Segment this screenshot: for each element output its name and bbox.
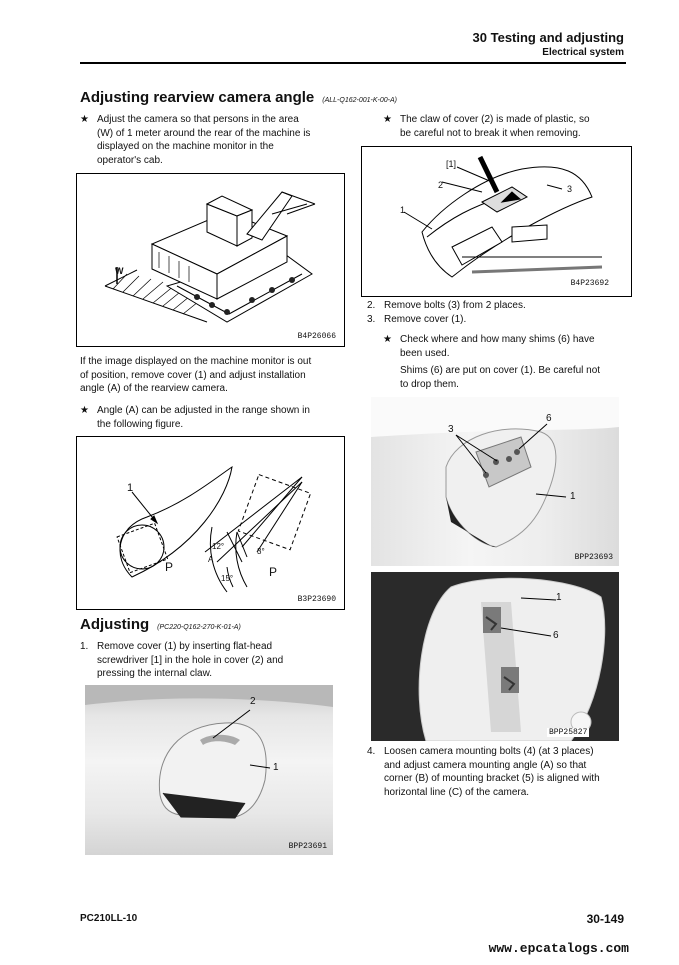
w-label: W bbox=[115, 266, 124, 276]
text-line: angle (A) of the rearview camera. bbox=[80, 383, 228, 394]
note-angle-range bbox=[80, 404, 345, 431]
step-number: 1. bbox=[80, 641, 89, 652]
paragraph-out-of-position bbox=[80, 355, 345, 396]
section-code: (ALL-Q162-001-K-00-A) bbox=[322, 97, 397, 104]
note-shims-drop bbox=[400, 364, 633, 391]
label-1: 1 bbox=[570, 491, 576, 502]
text-line: of position, remove cover (1) and adjust installation bbox=[80, 369, 306, 381]
step-text: Remove bolts (3) from 2 places. bbox=[384, 300, 526, 311]
text-line: Remove cover (1) by inserting flat-head bbox=[97, 641, 273, 652]
section-title-text: Adjusting rearview camera angle bbox=[80, 89, 315, 106]
chapter-subtitle: Electrical system bbox=[542, 47, 624, 58]
text-line: been used. bbox=[400, 347, 450, 359]
text-line: If the image displayed on the machine monitor is out bbox=[80, 356, 312, 367]
step-4 bbox=[367, 745, 629, 799]
text-line: the following figure. bbox=[97, 418, 184, 430]
text-line: Check where and how many shims (6) have bbox=[400, 334, 595, 345]
label-2: 2 bbox=[438, 180, 444, 190]
step-number: 3. bbox=[367, 314, 376, 325]
label-1: 1 bbox=[400, 205, 406, 215]
text-line: pressing the internal claw. bbox=[97, 668, 213, 679]
figure-cover-claw bbox=[361, 146, 632, 297]
photo-cover-removal bbox=[85, 685, 333, 855]
label-p-left: P bbox=[165, 560, 174, 574]
step-1 bbox=[80, 640, 345, 681]
text-line: operator's cab. bbox=[97, 154, 163, 166]
figure-code: B4P23692 bbox=[570, 279, 609, 288]
text-line: Shims (6) are put on cover (1). Be careful not bbox=[400, 365, 601, 376]
cover-claw-drawing bbox=[362, 147, 631, 296]
step-2 bbox=[367, 299, 627, 313]
text-line: The claw of cover (2) is made of plastic, so bbox=[400, 114, 590, 125]
figure-code: B3P23690 bbox=[297, 595, 336, 604]
note-claw-plastic bbox=[383, 113, 633, 140]
underside-photo-drawing bbox=[371, 572, 619, 741]
text-line: to drop them. bbox=[400, 378, 459, 390]
page-number: 30-149 bbox=[586, 912, 624, 926]
figure-code: BPP25827 bbox=[549, 728, 588, 737]
subsection-code: (PC220-Q162-270-K-01-A) bbox=[157, 624, 241, 631]
text-line: displayed on the machine monitor in the bbox=[97, 141, 274, 152]
bolts-photo-drawing bbox=[371, 397, 619, 566]
chapter-title: 30 Testing and adjusting bbox=[472, 30, 624, 45]
figure-angle-diagram bbox=[76, 436, 345, 610]
star-icon: ★ bbox=[383, 114, 392, 125]
excavator-drawing bbox=[77, 174, 344, 346]
text-line: horizontal line (C) of the camera. bbox=[384, 786, 530, 798]
cover-photo-drawing bbox=[85, 685, 333, 855]
label-a: A bbox=[208, 555, 214, 564]
label-1: 1 bbox=[273, 762, 279, 773]
angle-drawing bbox=[77, 437, 344, 609]
text-line: Angle (A) can be adjusted in the range shown in bbox=[97, 405, 310, 416]
label-3-deg: 3° bbox=[257, 547, 265, 556]
label-2: 2 bbox=[250, 696, 256, 707]
figure-excavator bbox=[76, 173, 345, 347]
text-line: corner (B) of mounting bracket (5) is aligned with bbox=[384, 773, 600, 784]
label-p-right: P bbox=[269, 565, 278, 579]
model-number: PC210LL-10 bbox=[80, 913, 138, 924]
label-6: 6 bbox=[546, 413, 552, 424]
star-icon: ★ bbox=[80, 405, 89, 416]
text-line: screwdriver [1] in the hole in cover (2) and bbox=[97, 654, 284, 666]
text-line: Adjust the camera so that persons in the area bbox=[97, 114, 299, 125]
figure-code: BPP23693 bbox=[574, 553, 613, 562]
step-text: Remove cover (1). bbox=[384, 314, 467, 325]
photo-cover-bolts bbox=[371, 397, 619, 566]
star-icon: ★ bbox=[383, 334, 392, 345]
figure-code: B4P26066 bbox=[297, 332, 336, 341]
label-bracket-1: [1] bbox=[446, 159, 457, 169]
text-line: (W) of 1 meter around the rear of the machine is bbox=[97, 127, 311, 139]
label-3: 3 bbox=[448, 424, 454, 435]
label-6: 6 bbox=[553, 630, 559, 641]
label-12-deg: 12° bbox=[212, 542, 225, 551]
step-number: 4. bbox=[367, 746, 376, 757]
subsection-title-text: Adjusting bbox=[80, 616, 150, 633]
note-shims-check bbox=[383, 333, 633, 360]
header-rule bbox=[80, 62, 626, 64]
note-camera-area bbox=[80, 113, 345, 167]
subsection-title bbox=[80, 616, 241, 633]
figure-code: BPP23691 bbox=[288, 842, 327, 851]
text-line: be careful not to break it when removing. bbox=[400, 127, 581, 139]
label-15-deg: 15° bbox=[221, 574, 234, 583]
label-1: 1 bbox=[127, 482, 134, 494]
star-icon: ★ bbox=[80, 114, 89, 125]
label-3: 3 bbox=[567, 184, 573, 194]
photo-cover-underside bbox=[371, 572, 619, 741]
label-1: 1 bbox=[556, 592, 562, 603]
section-title bbox=[80, 89, 397, 106]
text-line: and adjust camera mounting angle (A) so that bbox=[384, 759, 587, 771]
step-3 bbox=[367, 313, 627, 327]
watermark-url[interactable]: www.epcatalogs.com bbox=[488, 941, 629, 956]
text-line: Loosen camera mounting bolts (4) (at 3 places) bbox=[384, 746, 594, 757]
step-number: 2. bbox=[367, 300, 376, 311]
